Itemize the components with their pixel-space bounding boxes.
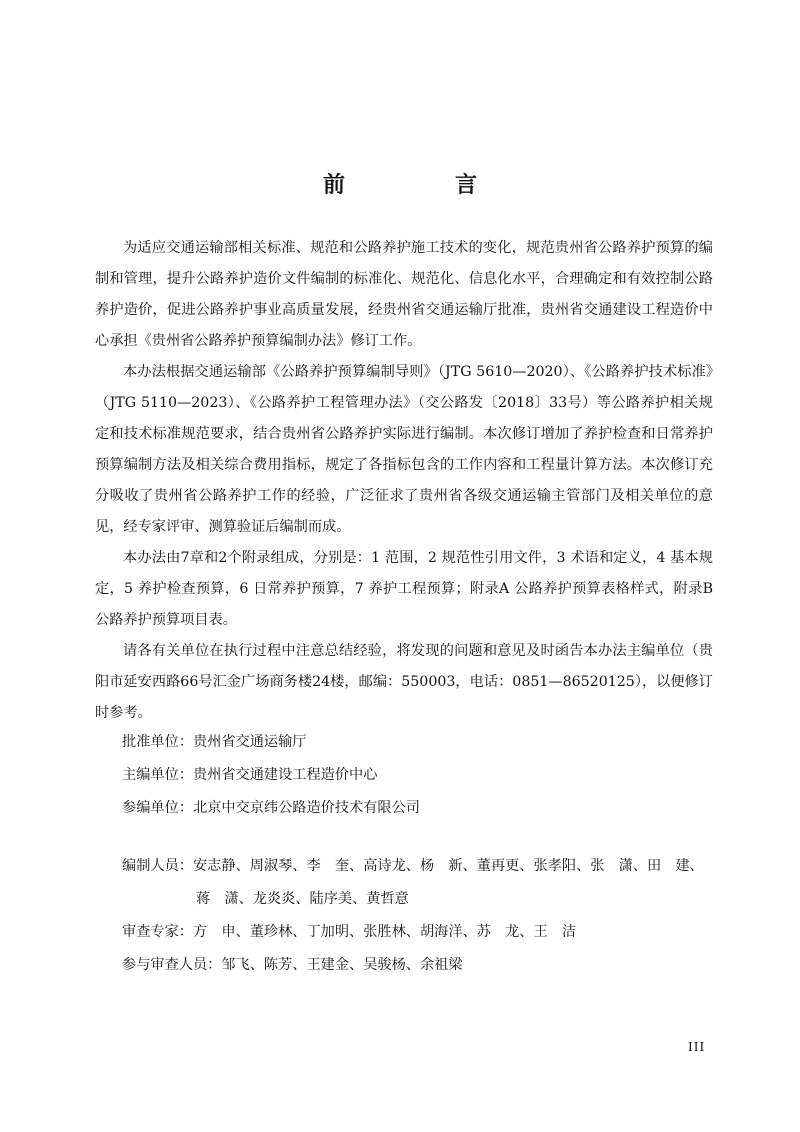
organizations-block — [122, 726, 420, 825]
approval-unit: 批准单位：贵州省交通运输厅 — [122, 734, 307, 750]
participating-unit: 参编单位：北京中交京纬公路造价技术有限公司 — [122, 800, 420, 816]
review-experts: 审查专家：方 申、董珍林、丁加明、张胜林、胡海洋、苏 龙、王 洁 — [122, 924, 577, 940]
chief-editor-unit: 主编单位：贵州省交通建设工程造价中心 — [122, 767, 378, 783]
editors-line-2: 蒋 潇、龙炎炎、陆序美、黄哲意 — [196, 891, 409, 907]
review-participants: 参与审查人员：邹飞、陈芳、王建金、吴骏杨、余祖梁 — [122, 957, 463, 973]
preface-body — [95, 233, 713, 729]
paragraph-purpose: 为适应交通运输部相关标准、规范和公路养护施工技术的变化，规范贵州省公路养护预算的编制和管理，提升公路养护造价文件编制的标准化、规范化、信息化水平，合理确定和有效控制公路养护造价，促进公路养护事业高质量发展，经贵州省交通运输厅批准，贵州省交通建设工程造价中心承担《贵州省公路养护预算编制办法》修订工作。 — [95, 240, 713, 349]
page-number: III — [688, 1040, 706, 1054]
paragraph-structure: 本办法由7章和2个附录组成，分别是：1 范围，2 规范性引用文件，3 术语和定义，4 基本规定，5 养护检查预算，6 日常养护预算，7 养护工程预算；附录A 公路养护预算表格样式，附录B 公路养护预算项目表。 — [95, 550, 713, 628]
paragraph-basis: 本办法根据交通运输部《公路养护预算编制导则》（JTG 5610—2020）、《公路养护技术标准》（JTG 5110—2023）、《公路养护工程管理办法》（交公路发〔2018〕33号）等公路养护相关规定和技术标准规范要求，结合贵州省公路养护实际进行编制。本次修订增加了养护检查和日常养护预算编制方法及相关综合费用指标，规定了各指标包含的工作内容和工程量计算方法。本次修订充分吸收了贵州省公路养护工作的经验，广泛征求了贵州省各级交通运输主管部门及相关单位的意见，经专家评审、测算验证后编制而成。 — [95, 364, 713, 535]
page-title: 前 言 — [322, 172, 521, 198]
staff-block — [122, 850, 704, 982]
editors-line-1: 编制人员：安志静、周淑琴、李 奎、高诗龙、杨 新、董再更、张孝阳、张 潇、田 建、 — [122, 858, 704, 874]
paragraph-feedback: 请各有关单位在执行过程中注意总结经验，将发现的问题和意见及时函告本办法主编单位（贵阳市延安西路66号汇金广场商务楼24楼，邮编：550003，电话：0851—86520125），以便修订时参考。 — [95, 643, 713, 721]
